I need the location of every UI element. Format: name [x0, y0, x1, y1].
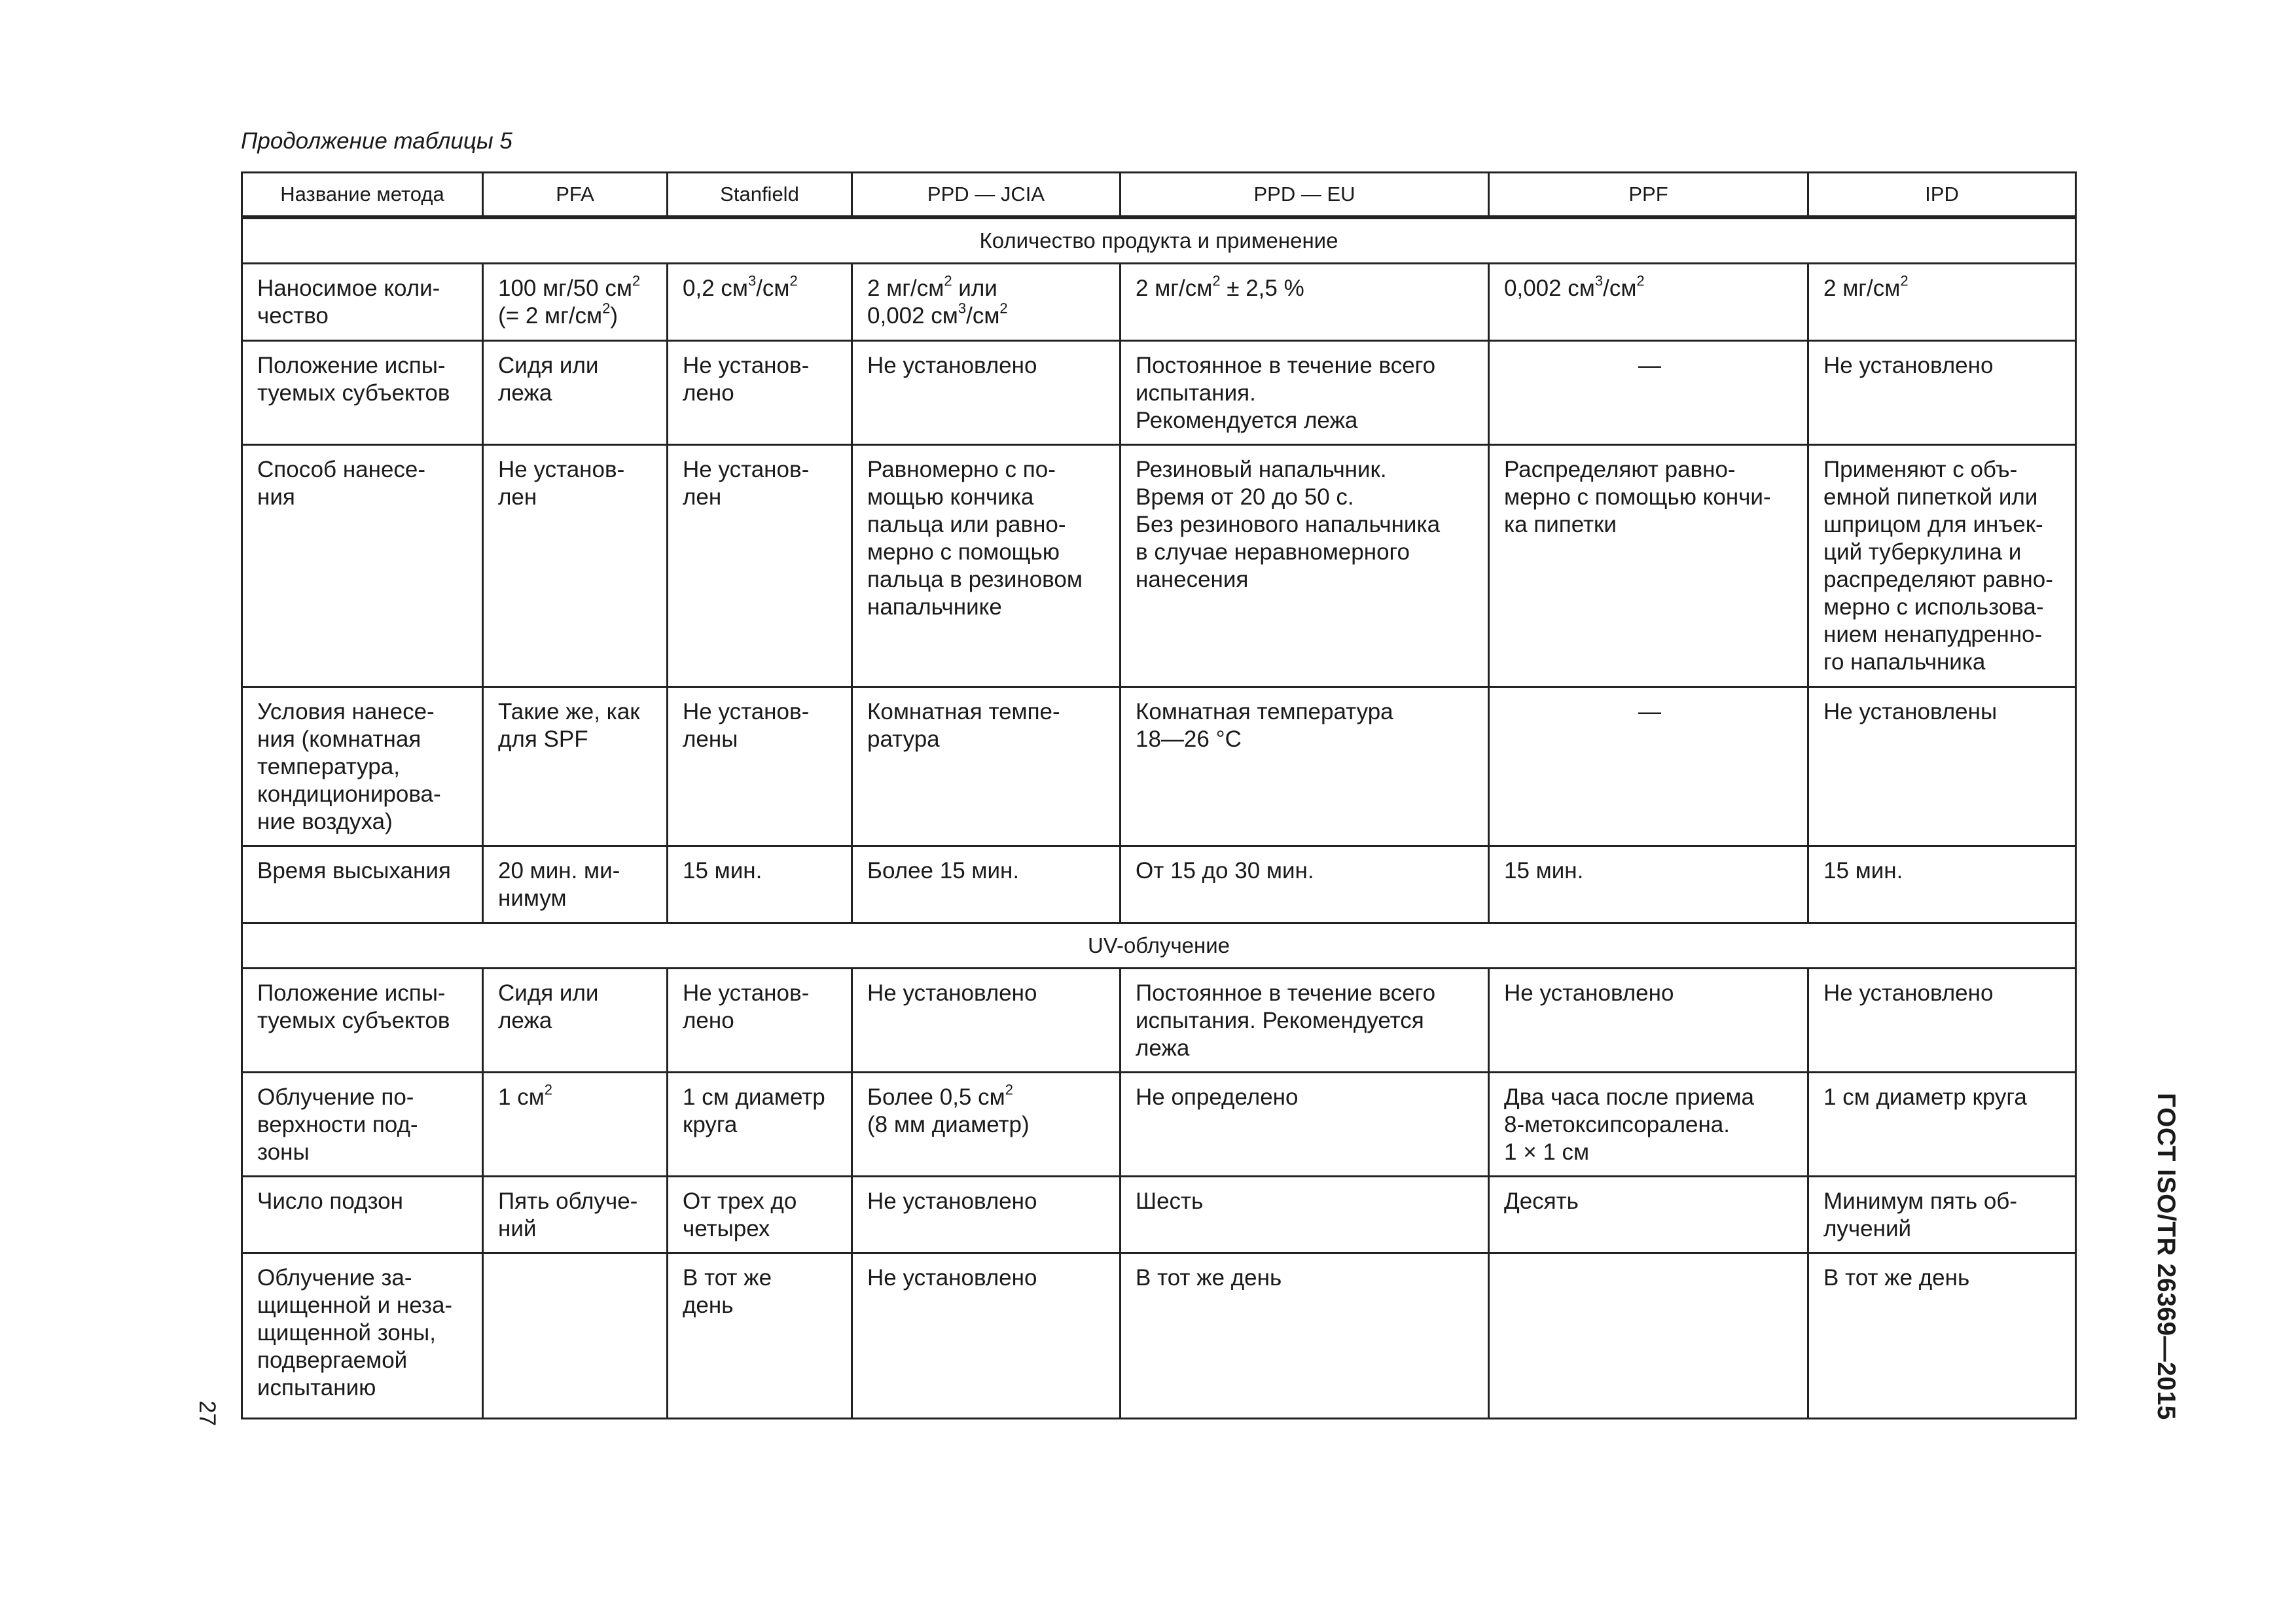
section-title: UV-облучение: [242, 923, 2076, 969]
table-cell: 1 см диаметр круга: [1808, 1073, 2076, 1177]
header-cell: PPD — EU: [1121, 173, 1489, 218]
table-cell: Комнатная температура 18—26 °С: [1121, 687, 1489, 846]
table-row: [242, 1073, 2076, 1177]
header-cell: Название метода: [242, 173, 483, 218]
table-cell: 2 $мг/см^2$ или 0,002 $см^3/см^2$: [852, 264, 1121, 341]
table-cell: Не установ- лены: [668, 687, 852, 846]
table-cell: 15 мин.: [1808, 846, 2076, 923]
table-cell: Не установ- лен: [483, 445, 668, 687]
table-cell: 2 $мг/см^2 \pm 2,5$ %: [1121, 264, 1489, 341]
table-cell: 1 $см^2$: [483, 1073, 668, 1177]
table-cell: В тот же день: [668, 1253, 852, 1419]
table-cell: Более 15 мин.: [852, 846, 1121, 923]
table-cell: 20 мин. ми- нимум: [483, 846, 668, 923]
table-cell: От 15 до 30 мин.: [1121, 846, 1489, 923]
header-cell: PPF: [1489, 173, 1808, 218]
table-cell: Шесть: [1121, 1177, 1489, 1253]
table-header-row: [242, 173, 2076, 218]
table-cell: Не установ- лено: [668, 341, 852, 445]
document-standard-title: ГОСТ ISO/TR 26369—2015: [2152, 1093, 2180, 1420]
table-cell: Не установлено: [1489, 969, 1808, 1073]
table-cell: Не определено: [1121, 1073, 1489, 1177]
table-cell: Не установлены: [1808, 687, 2076, 846]
page-number: 27: [194, 1400, 220, 1426]
table-cell: [1489, 1253, 1808, 1419]
table-cell: Не установлено: [852, 1253, 1121, 1419]
section-row: [242, 923, 2076, 969]
table-cell: Равномерно с по- мощью кончика пальца или равно- мерно с помощью пальца в резиновом напальчнике: [852, 445, 1121, 687]
table-cell: Пять облуче- ний: [483, 1177, 668, 1253]
table-cell: Десять: [1489, 1177, 1808, 1253]
table-cell: Применяют с объ- емной пипеткой или шприцом для инъек- ций туберкулина и распределяют равно- мерно с использова- нием ненапудренно- го напальчника: [1808, 445, 2076, 687]
table-cell: Не установлено: [1808, 969, 2076, 1073]
table-cell: Не установлено: [852, 1177, 1121, 1253]
table-cell: Постоянное в течение всего испытания. Рекомендуется лежа: [1121, 969, 1489, 1073]
table-cell: Положение испы- туемых субъектов: [242, 341, 483, 445]
table-row: [242, 445, 2076, 687]
table-caption: Продолжение таблицы 5: [241, 128, 512, 154]
table-cell: Облучение за- щищенной и неза- щищенной зоны, подвергаемой испытанию: [242, 1253, 483, 1419]
methods-table: [241, 171, 2077, 1419]
table-cell: Постоянное в течение всего испытания. Рекомендуется лежа: [1121, 341, 1489, 445]
header-cell: PFA: [483, 173, 668, 218]
table-row: [242, 341, 2076, 445]
table-cell: В тот же день: [1121, 1253, 1489, 1419]
table-cell: Не установ- лено: [668, 969, 852, 1073]
section-title: Количество продукта и применение: [242, 217, 2076, 264]
table-cell: Положение испы- туемых субъектов: [242, 969, 483, 1073]
table-cell: 15 мин.: [668, 846, 852, 923]
table-cell: Резиновый напальчник. Время от 20 до 50 с. Без резинового напальчника в случае неравномерного нанесения: [1121, 445, 1489, 687]
table-cell: Не установ- лен: [668, 445, 852, 687]
header-cell: PPD — JCIA: [852, 173, 1121, 218]
table-row: [242, 1253, 2076, 1419]
table-cell: Такие же, как для SPF: [483, 687, 668, 846]
table-cell: Более 0,5 $см^2$ (8 мм диаметр): [852, 1073, 1121, 1177]
table-row: [242, 969, 2076, 1073]
table-cell: От трех до четырех: [668, 1177, 852, 1253]
table-row: [242, 687, 2076, 846]
table-cell: Два часа после приема 8-метоксипсоралена. 1 × 1 см: [1489, 1073, 1808, 1177]
table-cell: Условия нанесе- ния (комнатная температура, кондиционирова- ние воздуха): [242, 687, 483, 846]
table-cell: Не установлено: [852, 969, 1121, 1073]
table-cell: [483, 1253, 668, 1419]
table-cell: Способ нанесе- ния: [242, 445, 483, 687]
table-cell: Сидя или лежа: [483, 341, 668, 445]
header-cell: IPD: [1808, 173, 2076, 218]
table-cell: 15 мин.: [1489, 846, 1808, 923]
table-cell: Время высыхания: [242, 846, 483, 923]
table-row: [242, 264, 2076, 341]
table-row: [242, 1177, 2076, 1253]
table-cell: —: [1489, 341, 1808, 445]
table-cell: —: [1489, 687, 1808, 846]
table-cell: Сидя или лежа: [483, 969, 668, 1073]
table-cell: Не установлено: [1808, 341, 2076, 445]
table-cell: 100 мг/50 $см^2$ (= 2 $мг/см^2$): [483, 264, 668, 341]
table-cell: Облучение по- верхности под- зоны: [242, 1073, 483, 1177]
table-cell: Минимум пять об- лучений: [1808, 1177, 2076, 1253]
section-row: [242, 217, 2076, 264]
table-cell: В тот же день: [1808, 1253, 2076, 1419]
table-cell: 2 $мг/см^2$: [1808, 264, 2076, 341]
table-cell: Не установлено: [852, 341, 1121, 445]
table-cell: Комнатная темпе- ратура: [852, 687, 1121, 846]
table-cell: Число подзон: [242, 1177, 483, 1253]
table-cell: Наносимое коли- чество: [242, 264, 483, 341]
table-row: [242, 846, 2076, 923]
table-cell: 0,2 $см^3/см^2$: [668, 264, 852, 341]
table-cell: 1 см диаметр круга: [668, 1073, 852, 1177]
table-cell: Распределяют равно- мерно с помощью кончи- ка пипетки: [1489, 445, 1808, 687]
header-cell: Stanfield: [668, 173, 852, 218]
table-cell: 0,002 $см^3/см^2$: [1489, 264, 1808, 341]
